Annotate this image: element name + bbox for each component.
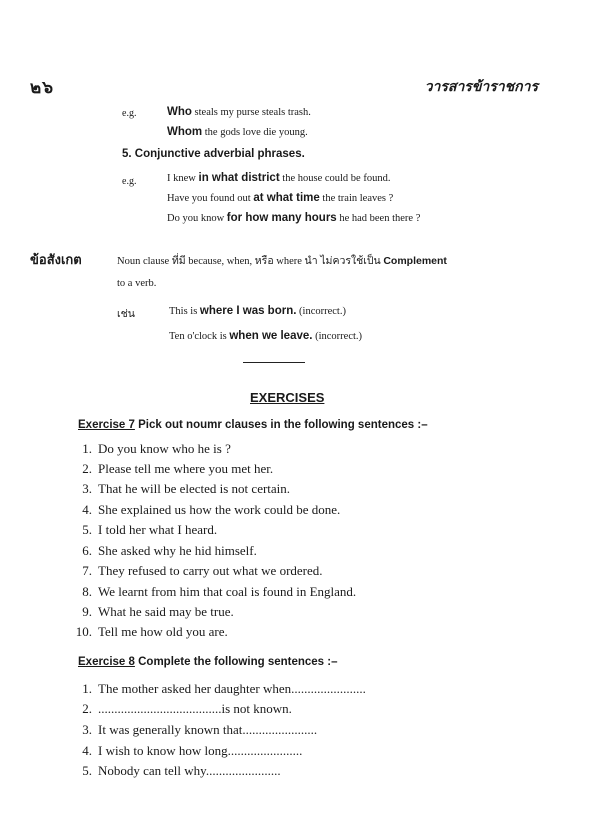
example-text: This is xyxy=(169,306,198,317)
exercise-label: Exercise 8 xyxy=(78,656,135,668)
example-text: he had been there ? xyxy=(339,213,421,224)
list-item: 9. What he said may be true. xyxy=(82,604,234,619)
bold-phrase: when we leave. xyxy=(229,330,313,342)
running-head: วารสารข้าราชการ xyxy=(424,80,538,95)
example-text: steals my purse steals trash. xyxy=(194,107,311,118)
note-line xyxy=(117,252,447,269)
example-line xyxy=(167,106,311,118)
exercise-instruction: Pick out noumr clauses in the following sentences :– xyxy=(138,419,428,431)
eg-label: e.g. xyxy=(122,108,137,119)
exercise-instruction: Complete the following sentences :– xyxy=(138,656,338,668)
list-item: 5. I told her what I heard. xyxy=(82,522,218,537)
note-text: นำ xyxy=(304,256,318,267)
bold-phrase: where I was born. xyxy=(199,305,297,317)
exercise-label: Exercise 7 xyxy=(78,419,135,431)
example-label: เช่น xyxy=(117,309,135,320)
bold-phrase: at what time xyxy=(253,192,320,204)
example-line xyxy=(167,172,390,184)
list-item: 2. ......................................is not known. xyxy=(82,701,292,716)
example-text: Have you found out xyxy=(167,193,251,204)
page-number: ๒๖ xyxy=(30,78,54,97)
divider xyxy=(243,362,305,363)
list-item: 4. She explained us how the work could be done. xyxy=(82,502,341,517)
list-item: 1. Do you know who he is ? xyxy=(82,441,231,456)
note-text: หรือ xyxy=(254,256,274,267)
note-example xyxy=(169,330,362,342)
list-item: 6. She asked why he hid himself. xyxy=(82,543,257,558)
list-item: 8. We learnt from him that coal is found in England. xyxy=(82,584,357,599)
example-text: the train leaves ? xyxy=(322,193,394,204)
note-line: to a verb. xyxy=(117,278,157,289)
bold-phrase: Whom xyxy=(167,126,203,138)
list-item: 1. The mother asked her daughter when....................... xyxy=(82,681,366,696)
example-text: the house could be found. xyxy=(282,173,391,184)
note-label: ข้อสังเกต xyxy=(30,252,82,267)
example-text: I knew xyxy=(167,173,196,184)
example-text: Do you know xyxy=(167,213,225,224)
list-item: 3. That he will be elected is not certain. xyxy=(82,481,291,496)
note-text: where xyxy=(276,256,302,267)
example-line xyxy=(167,126,308,138)
example-line xyxy=(167,212,420,224)
point-title: Conjunctive adverbial phrases. xyxy=(134,148,305,160)
exercises-title: EXERCISES xyxy=(250,390,325,405)
point-number: 5. xyxy=(122,148,132,160)
list-item: 7. They refused to carry out what we ordered. xyxy=(82,563,323,578)
list-item: 5. Nobody can tell why....................... xyxy=(82,763,281,778)
section-point-heading xyxy=(122,148,305,160)
list-item: 2. Please tell me where you met her. xyxy=(82,461,274,476)
exercise-8-heading xyxy=(78,656,338,668)
example-text: (incorrect.) xyxy=(315,331,363,342)
list-item: 10. Tell me how old you are. xyxy=(75,624,228,639)
note-example xyxy=(169,305,346,317)
example-line xyxy=(167,192,393,204)
exercise-7-heading xyxy=(78,419,428,431)
example-text: the gods love die young. xyxy=(204,127,308,138)
example-text: Ten o'clock is xyxy=(169,331,227,342)
list-item: 3. It was generally known that....................... xyxy=(82,722,318,737)
note-text: Complement xyxy=(383,255,447,267)
example-text: (incorrect.) xyxy=(299,306,346,317)
eg-label: e.g. xyxy=(122,176,137,187)
note-text: ไม่ควรใช้เป็น xyxy=(320,256,381,267)
bold-phrase: for how many hours xyxy=(226,212,337,224)
bold-phrase: in what district xyxy=(198,172,280,184)
list-item: 4. I wish to know how long....................... xyxy=(82,743,303,758)
bold-phrase: Who xyxy=(167,106,192,118)
note-text: Noun clause ที่มี because, when, xyxy=(117,256,253,267)
